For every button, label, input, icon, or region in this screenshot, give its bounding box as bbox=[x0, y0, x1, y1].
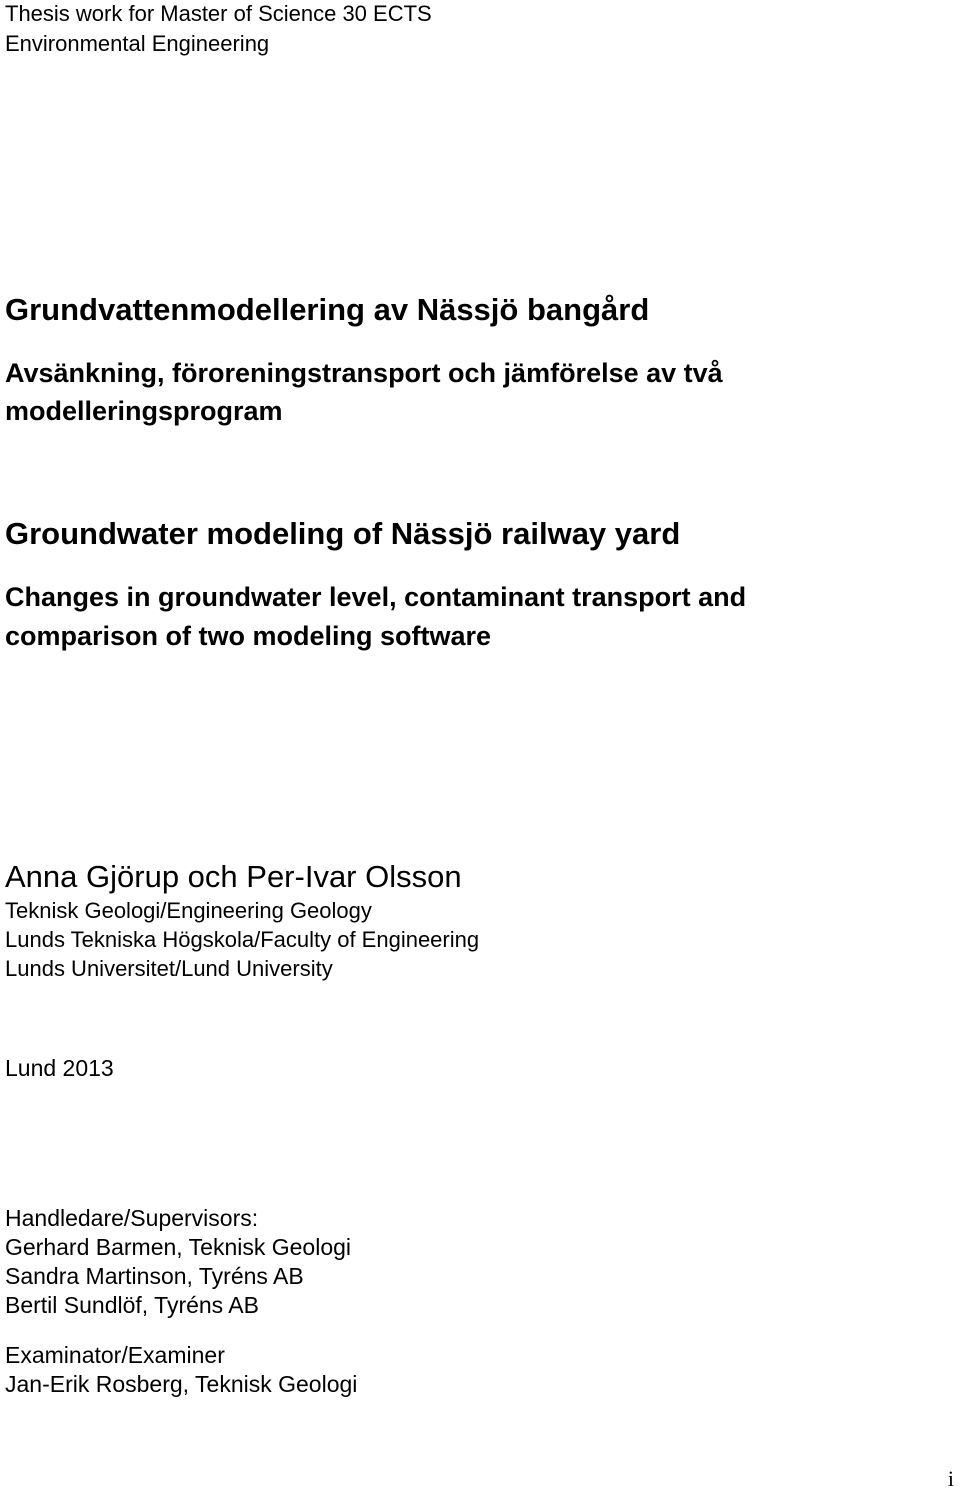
affiliation-line: Lunds Universitet/Lund University bbox=[5, 956, 333, 981]
english-subtitle-line2: comparison of two modeling software bbox=[5, 621, 492, 651]
page-number: i bbox=[947, 1466, 954, 1491]
examiner-heading: Examinator/Examiner bbox=[5, 1342, 225, 1368]
supervisors-heading: Handledare/Supervisors: bbox=[5, 1205, 259, 1231]
thesis-type: Thesis work for Master of Science 30 ECTS bbox=[5, 1, 432, 26]
examiner-name: Jan-Erik Rosberg, Teknisk Geologi bbox=[5, 1371, 358, 1397]
supervisor-name: Bertil Sundlöf, Tyréns AB bbox=[5, 1292, 259, 1318]
affiliation-line: Lunds Tekniska Högskola/Faculty of Engineering bbox=[5, 927, 480, 952]
program-name: Environmental Engineering bbox=[5, 31, 270, 56]
place-and-year: Lund 2013 bbox=[5, 1055, 114, 1081]
supervisor-name: Gerhard Barmen, Teknisk Geologi bbox=[5, 1234, 352, 1260]
english-subtitle-line1: Changes in groundwater level, contaminant transport and bbox=[5, 582, 747, 612]
author-names: Anna Gjörup och Per-Ivar Olsson bbox=[5, 859, 462, 894]
affiliation-line: Teknisk Geologi/Engineering Geology bbox=[5, 898, 372, 923]
swedish-title: Grundvattenmodellering av Nässjö bangård bbox=[5, 292, 650, 327]
english-title: Groundwater modeling of Nässjö railway yard bbox=[5, 516, 681, 551]
swedish-subtitle-line2: modelleringsprogram bbox=[5, 396, 283, 426]
supervisor-name: Sandra Martinson, Tyréns AB bbox=[5, 1263, 304, 1289]
swedish-subtitle-line1: Avsänkning, föroreningstransport och jämförelse av två bbox=[5, 358, 723, 388]
